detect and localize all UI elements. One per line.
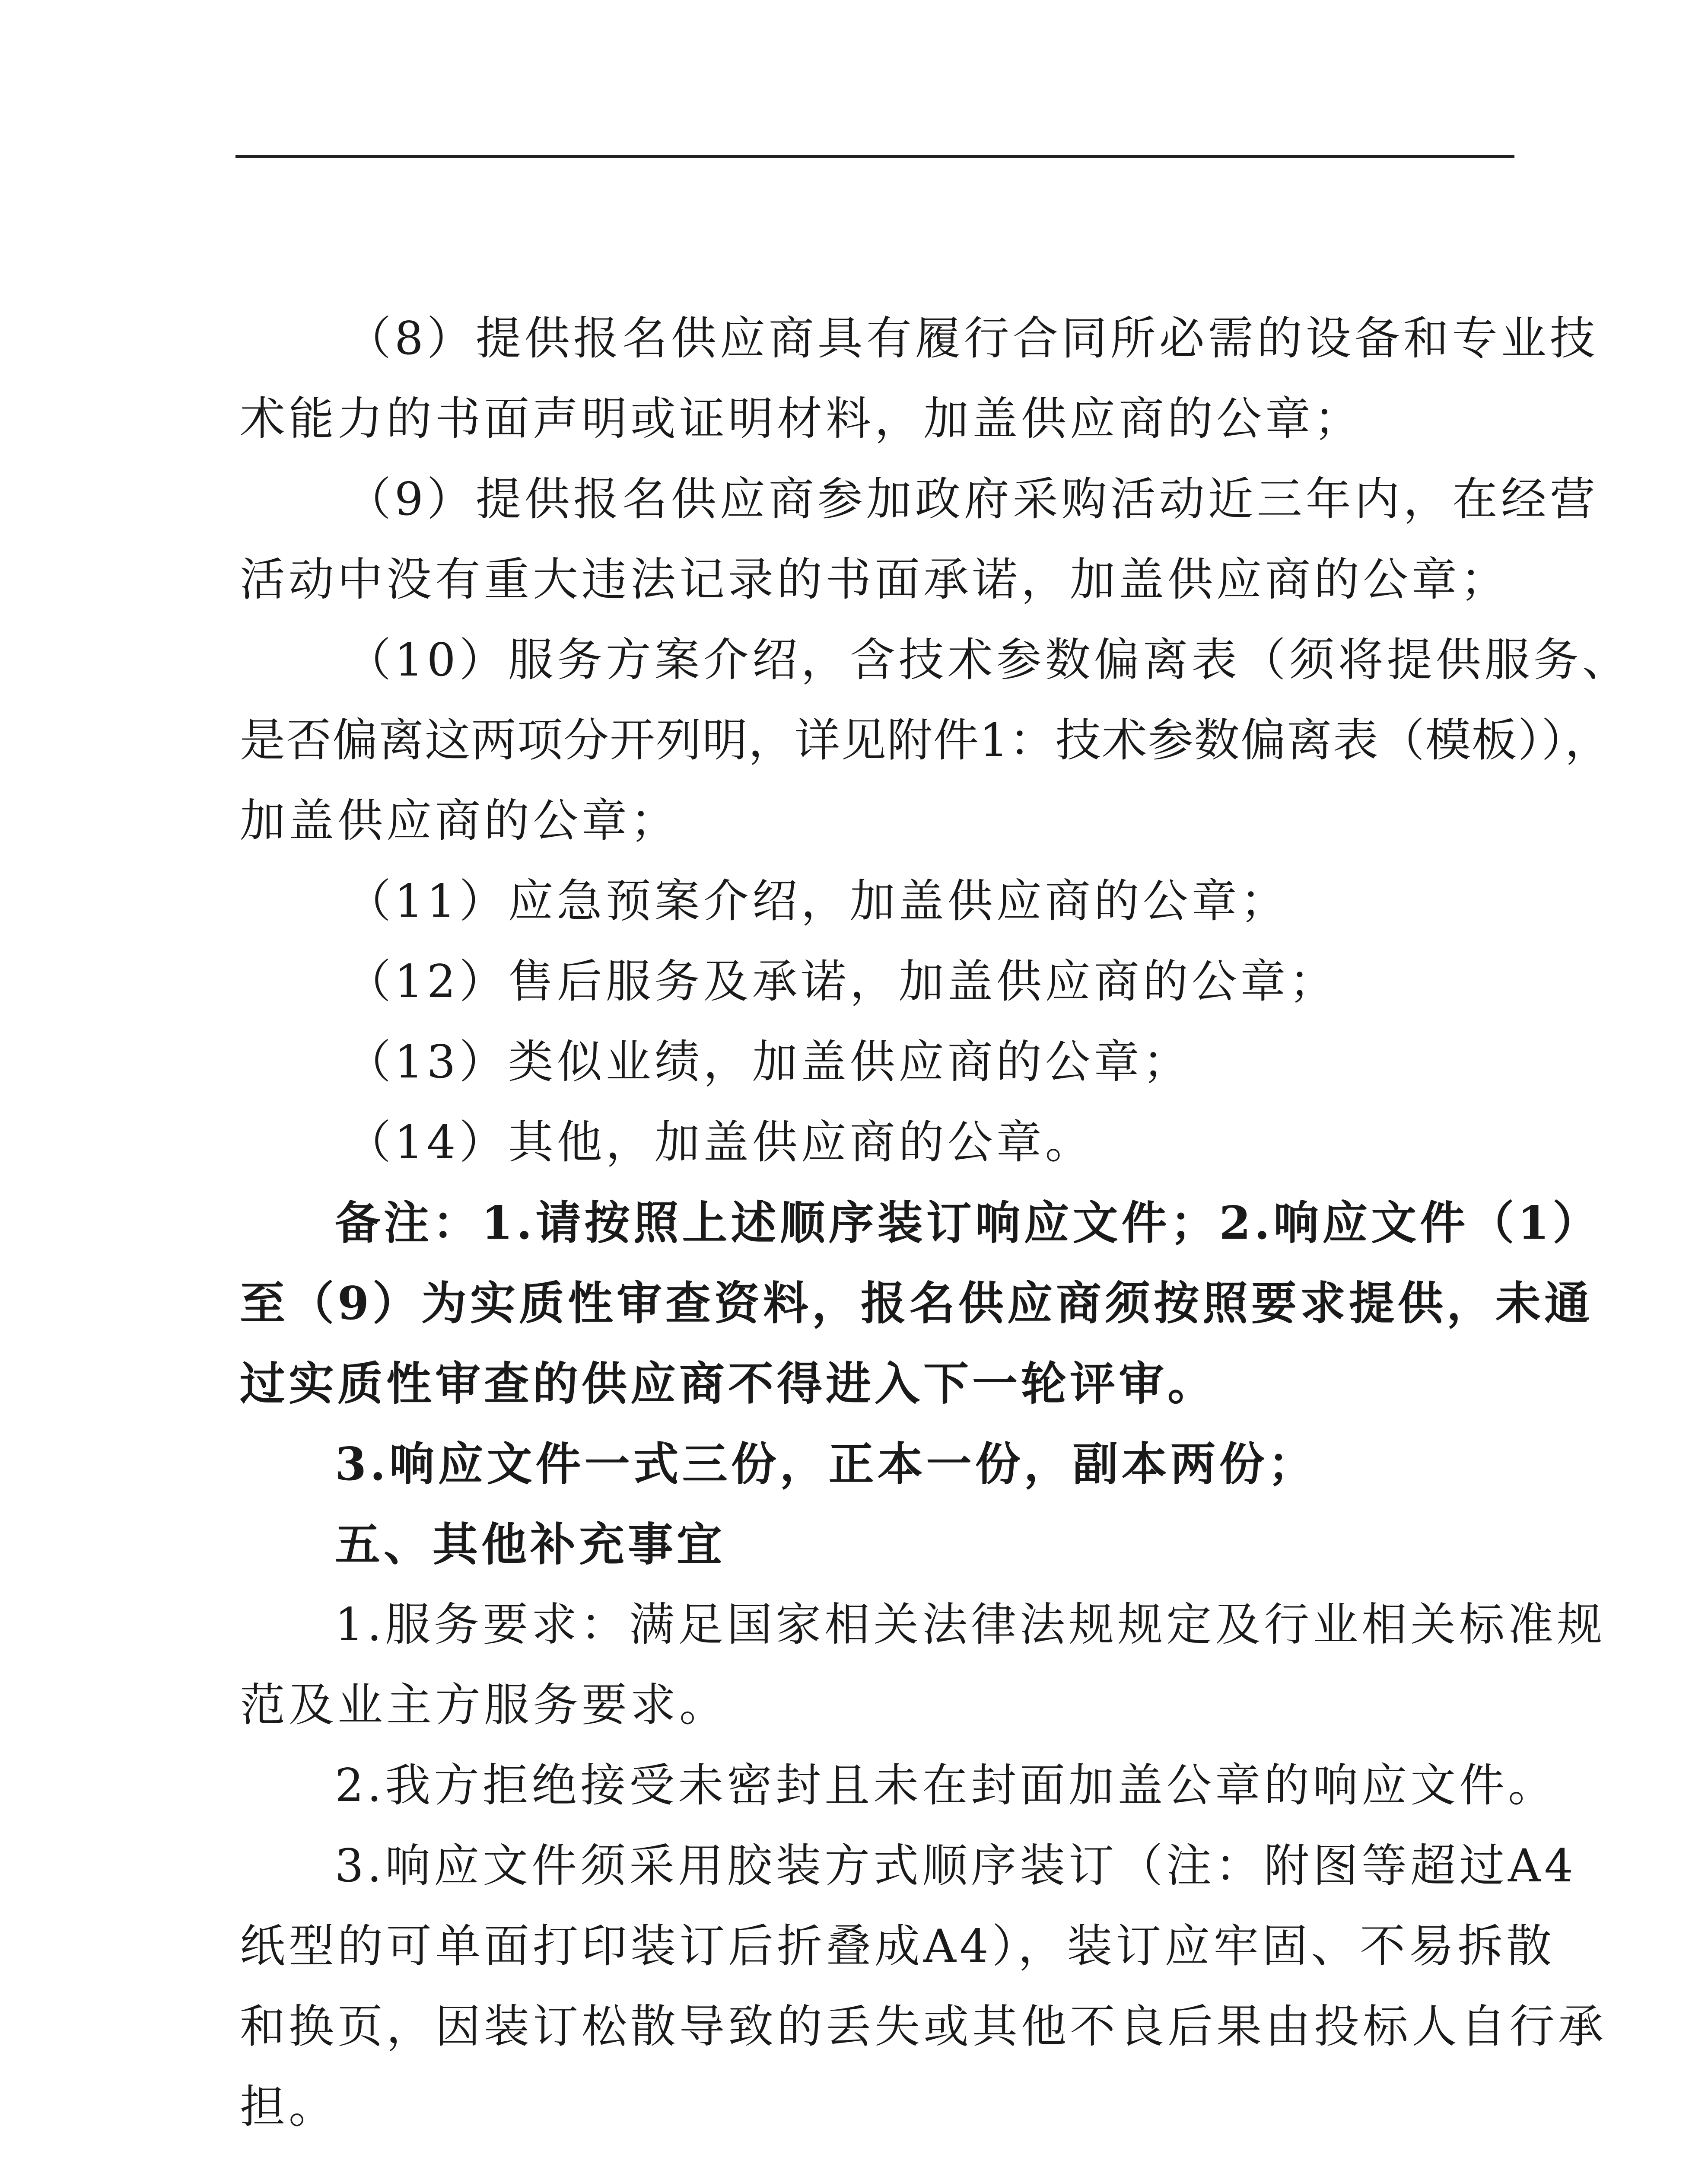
- item-11: （11）应急预案介绍，加盖供应商的公章；: [346, 875, 1289, 928]
- supplement-4-line-1: [240, 2147, 1510, 2161]
- item-9-line-2: 活动中没有重大违法记录的书面承诺，加盖供应商的公章；: [240, 553, 1510, 606]
- supplement-1-line-1: 1.服务要求：满足国家相关法律法规规定及行业相关标准规: [335, 1598, 1606, 1651]
- item-10-line-1: （10）服务方案介绍，含技术参数偏离表（须将提供服务、: [346, 634, 1631, 686]
- item-9-line-1: （9）提供报名供应商参加政府采购活动近三年内，在经营: [346, 473, 1599, 526]
- note-line-2: 至（9）为实质性审查资料，报名供应商须按照要求提供，未通: [240, 1276, 1593, 1330]
- item-12: （12）售后服务及承诺，加盖供应商的公章；: [346, 955, 1338, 1008]
- header-rule: [235, 155, 1514, 158]
- item-8-line-2: 术能力的书面声明或证明材料，加盖供应商的公章；: [240, 392, 1363, 445]
- item-14: （14）其他，加盖供应商的公章。: [346, 1116, 1094, 1169]
- note-line-4: 3.响应文件一式三份，正本一份，副本两份；: [335, 1437, 1317, 1491]
- item-13: （13）类似业绩，加盖供应商的公章；: [346, 1036, 1192, 1088]
- item-10-line-3: 加盖供应商的公章；: [240, 794, 680, 847]
- note-line-3: 过实质性审查的供应商不得进入下一轮评审。: [240, 1357, 1217, 1410]
- supplement-3-line-3: 和换页，因装订松散导致的丢失或其他不良后果由投标人自行承: [240, 2000, 1607, 2053]
- supplement-1-line-2: 范及业主方服务要求。: [240, 1679, 728, 1731]
- item-8-line-1: （8）提供报名供应商具有履行合同所必需的设备和专业技: [346, 312, 1599, 365]
- supplement-3-line-1: 3.响应文件须采用胶装方式顺序装订（注：附图等超过A4: [335, 1839, 1577, 1892]
- supplement-3-line-4: 担。: [240, 2081, 338, 2133]
- section-heading: 五、其他补充事宜: [335, 1517, 726, 1571]
- document-body: [240, 298, 1631, 2161]
- item-10-line-2: 是否偏离这两项分开列明，详见附件1：技术参数偏离表（模板）），: [240, 714, 1611, 767]
- supplement-3-line-2: 纸型的可单面打印装订后折叠成A4），装订应牢固、不易拆散: [240, 1920, 1555, 1973]
- note-line-1: 备注：1.请按照上述顺序装订响应文件；2.响应文件（1）: [335, 1196, 1602, 1249]
- supplement-2: 2.我方拒绝接受未密封且未在封面加盖公章的响应文件。: [335, 1759, 1557, 1812]
